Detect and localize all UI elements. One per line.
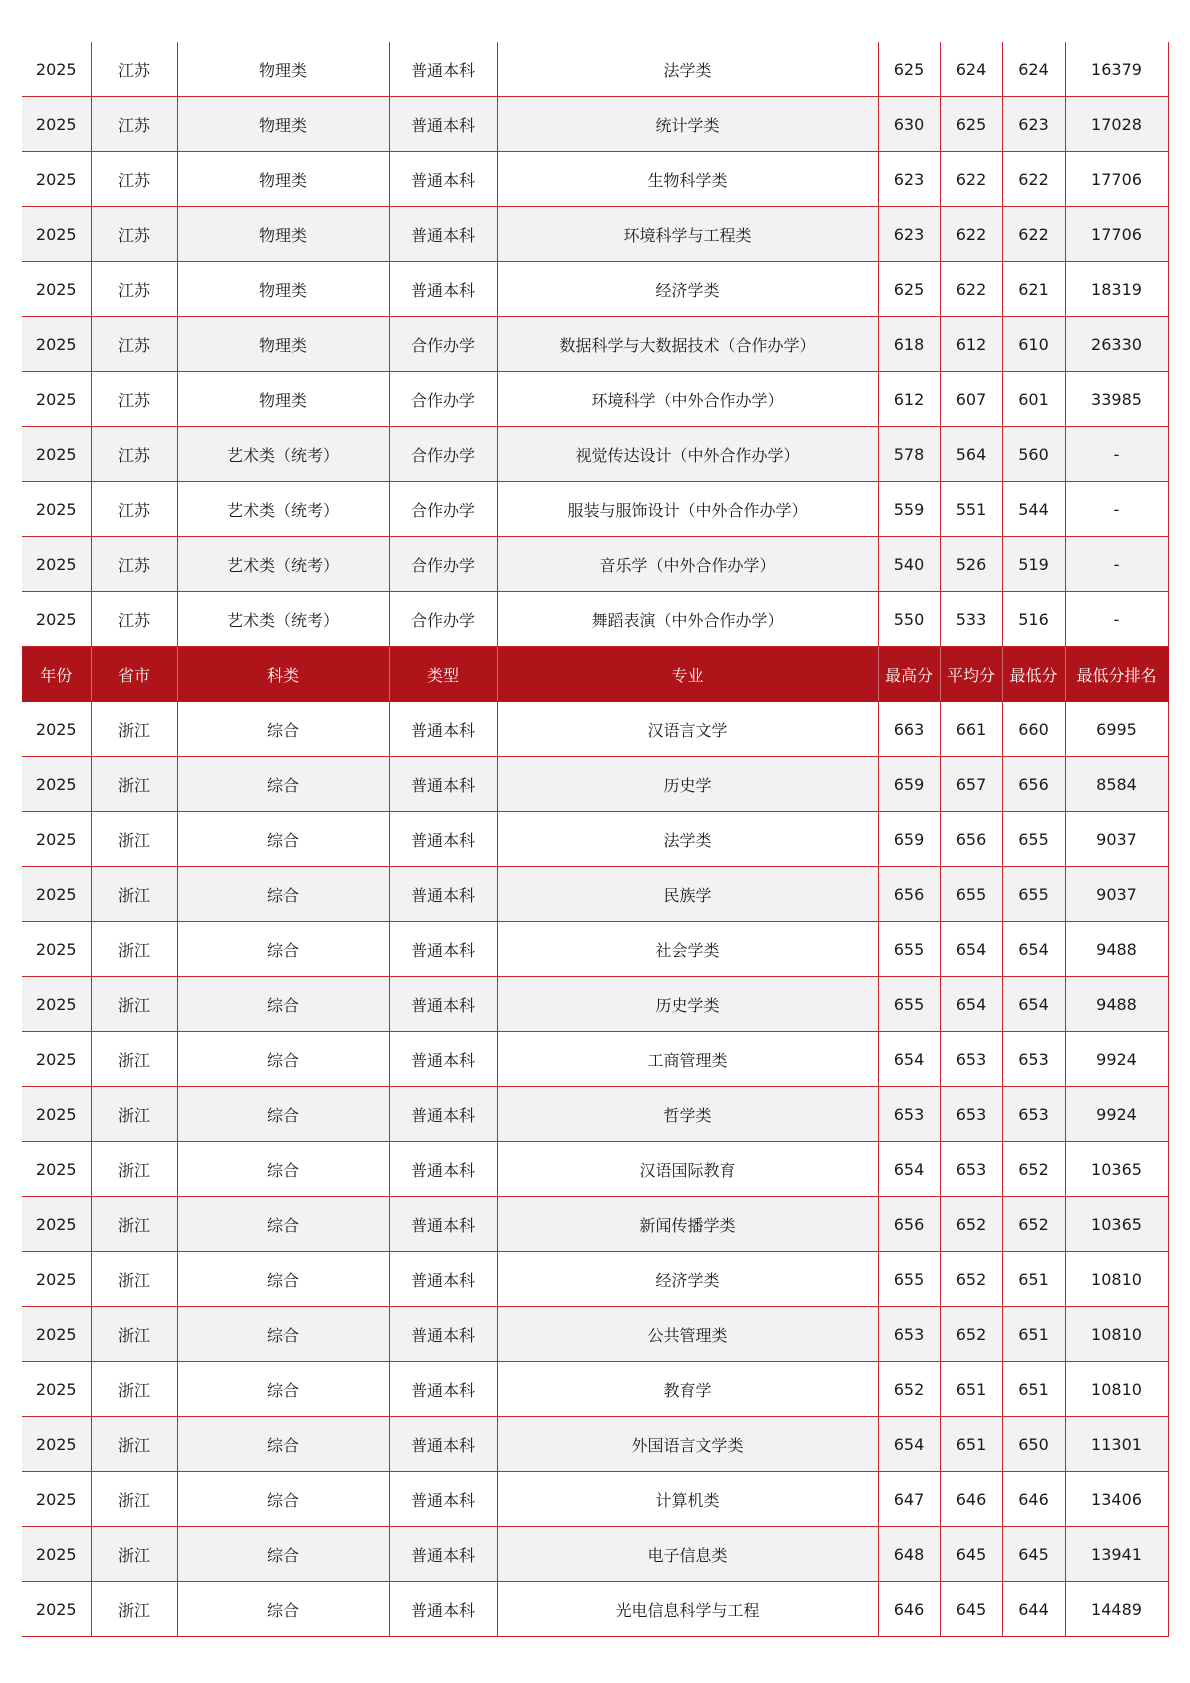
- table-row: [22, 537, 1168, 592]
- year-cell: 2025: [22, 262, 91, 317]
- subject-category-cell: 综合: [177, 1417, 389, 1472]
- min-score-cell: 622: [1002, 152, 1065, 207]
- table-row: [22, 922, 1168, 977]
- min-score-rank-cell: 13941: [1065, 1527, 1168, 1582]
- year-cell: 2025: [22, 1142, 91, 1197]
- avg-score-cell: 646: [940, 1472, 1002, 1527]
- min-score-cell: 623: [1002, 97, 1065, 152]
- enrollment-type-cell: 普通本科: [389, 702, 497, 757]
- year-cell: 2025: [22, 922, 91, 977]
- enrollment-type-cell: 普通本科: [389, 207, 497, 262]
- major-cell: 视觉传达设计（中外合作办学）: [497, 427, 878, 482]
- subject-category-cell: 物理类: [177, 152, 389, 207]
- subject-category-cell: 综合: [177, 1252, 389, 1307]
- major-cell: 历史学类: [497, 977, 878, 1032]
- major-cell: 汉语言文学: [497, 702, 878, 757]
- max-score-cell: 656: [878, 867, 940, 922]
- enrollment-type-cell: 合作办学: [389, 372, 497, 427]
- max-score-cell: 652: [878, 1362, 940, 1417]
- avg-score-cell: 624: [940, 42, 1002, 97]
- min-score-cell: 560: [1002, 427, 1065, 482]
- min-score-rank-cell: 13406: [1065, 1472, 1168, 1527]
- year-cell: 2025: [22, 1032, 91, 1087]
- min-score-rank-cell: 11301: [1065, 1417, 1168, 1472]
- province-cell: 浙江: [91, 1252, 177, 1307]
- subject-category-cell: 物理类: [177, 42, 389, 97]
- min-score-rank-cell: 9924: [1065, 1032, 1168, 1087]
- province-cell: 浙江: [91, 1087, 177, 1142]
- max-score-cell: 663: [878, 702, 940, 757]
- enrollment-type-cell: 普通本科: [389, 1307, 497, 1362]
- min-score-rank-cell: 10365: [1065, 1142, 1168, 1197]
- province-cell: 浙江: [91, 702, 177, 757]
- province-cell: 浙江: [91, 1527, 177, 1582]
- major-cell: 法学类: [497, 42, 878, 97]
- min-score-cell: 610: [1002, 317, 1065, 372]
- header-max-score: 最高分: [878, 647, 940, 702]
- table-row: [22, 1032, 1168, 1087]
- year-cell: 2025: [22, 1197, 91, 1252]
- avg-score-cell: 654: [940, 922, 1002, 977]
- min-score-rank-cell: 9488: [1065, 977, 1168, 1032]
- avg-score-cell: 526: [940, 537, 1002, 592]
- admission-scores-page: [22, 42, 1168, 1637]
- min-score-rank-cell: -: [1065, 482, 1168, 537]
- max-score-cell: 618: [878, 317, 940, 372]
- year-cell: 2025: [22, 1417, 91, 1472]
- min-score-cell: 654: [1002, 922, 1065, 977]
- year-cell: 2025: [22, 372, 91, 427]
- enrollment-type-cell: 普通本科: [389, 1417, 497, 1472]
- province-cell: 江苏: [91, 262, 177, 317]
- subject-category-cell: 物理类: [177, 207, 389, 262]
- enrollment-type-cell: 普通本科: [389, 1197, 497, 1252]
- subject-category-cell: 综合: [177, 757, 389, 812]
- table-row: [22, 1142, 1168, 1197]
- table-row: [22, 1362, 1168, 1417]
- avg-score-cell: 653: [940, 1142, 1002, 1197]
- min-score-cell: 646: [1002, 1472, 1065, 1527]
- min-score-cell: 519: [1002, 537, 1065, 592]
- major-cell: 服装与服饰设计（中外合作办学）: [497, 482, 878, 537]
- major-cell: 电子信息类: [497, 1527, 878, 1582]
- avg-score-cell: 657: [940, 757, 1002, 812]
- major-cell: 教育学: [497, 1362, 878, 1417]
- min-score-cell: 516: [1002, 592, 1065, 647]
- year-cell: 2025: [22, 317, 91, 372]
- table-row: [22, 702, 1168, 757]
- province-cell: 浙江: [91, 922, 177, 977]
- table-row: [22, 1582, 1168, 1637]
- max-score-cell: 648: [878, 1527, 940, 1582]
- province-cell: 浙江: [91, 1472, 177, 1527]
- subject-category-cell: 综合: [177, 977, 389, 1032]
- table-row: [22, 482, 1168, 537]
- min-score-cell: 653: [1002, 1087, 1065, 1142]
- subject-category-cell: 综合: [177, 812, 389, 867]
- avg-score-cell: 651: [940, 1417, 1002, 1472]
- major-cell: 历史学: [497, 757, 878, 812]
- year-cell: 2025: [22, 702, 91, 757]
- subject-category-cell: 艺术类（统考）: [177, 537, 389, 592]
- table-row: [22, 152, 1168, 207]
- avg-score-cell: 625: [940, 97, 1002, 152]
- max-score-cell: 654: [878, 1142, 940, 1197]
- province-cell: 浙江: [91, 1582, 177, 1637]
- subject-category-cell: 综合: [177, 1362, 389, 1417]
- enrollment-type-cell: 普通本科: [389, 1087, 497, 1142]
- year-cell: 2025: [22, 1472, 91, 1527]
- year-cell: 2025: [22, 427, 91, 482]
- major-cell: 光电信息科学与工程: [497, 1582, 878, 1637]
- max-score-cell: 646: [878, 1582, 940, 1637]
- province-cell: 浙江: [91, 867, 177, 922]
- header-min-score: 最低分: [1002, 647, 1065, 702]
- major-cell: 经济学类: [497, 262, 878, 317]
- max-score-cell: 578: [878, 427, 940, 482]
- avg-score-cell: 622: [940, 207, 1002, 262]
- min-score-rank-cell: 9488: [1065, 922, 1168, 977]
- min-score-cell: 654: [1002, 977, 1065, 1032]
- province-cell: 江苏: [91, 427, 177, 482]
- year-cell: 2025: [22, 97, 91, 152]
- subject-category-cell: 综合: [177, 1087, 389, 1142]
- province-cell: 江苏: [91, 482, 177, 537]
- subject-category-cell: 综合: [177, 1032, 389, 1087]
- table-row: [22, 1197, 1168, 1252]
- avg-score-cell: 645: [940, 1527, 1002, 1582]
- max-score-cell: 659: [878, 757, 940, 812]
- subject-category-cell: 综合: [177, 1142, 389, 1197]
- province-cell: 江苏: [91, 372, 177, 427]
- table-row: [22, 97, 1168, 152]
- table-row: [22, 812, 1168, 867]
- avg-score-cell: 655: [940, 867, 1002, 922]
- enrollment-type-cell: 合作办学: [389, 317, 497, 372]
- min-score-rank-cell: -: [1065, 427, 1168, 482]
- enrollment-type-cell: 普通本科: [389, 812, 497, 867]
- max-score-cell: 623: [878, 152, 940, 207]
- max-score-cell: 625: [878, 262, 940, 317]
- year-cell: 2025: [22, 757, 91, 812]
- year-cell: 2025: [22, 1307, 91, 1362]
- max-score-cell: 550: [878, 592, 940, 647]
- min-score-rank-cell: -: [1065, 537, 1168, 592]
- avg-score-cell: 645: [940, 1582, 1002, 1637]
- min-score-rank-cell: 17028: [1065, 97, 1168, 152]
- year-cell: 2025: [22, 1582, 91, 1637]
- max-score-cell: 654: [878, 1417, 940, 1472]
- province-cell: 江苏: [91, 592, 177, 647]
- max-score-cell: 540: [878, 537, 940, 592]
- header-min-score-rank: 最低分排名: [1065, 647, 1168, 702]
- year-cell: 2025: [22, 1087, 91, 1142]
- min-score-cell: 651: [1002, 1362, 1065, 1417]
- province-cell: 江苏: [91, 207, 177, 262]
- max-score-cell: 612: [878, 372, 940, 427]
- min-score-cell: 653: [1002, 1032, 1065, 1087]
- subject-category-cell: 综合: [177, 922, 389, 977]
- min-score-cell: 622: [1002, 207, 1065, 262]
- enrollment-type-cell: 合作办学: [389, 427, 497, 482]
- header-subject-category: 科类: [177, 647, 389, 702]
- avg-score-cell: 651: [940, 1362, 1002, 1417]
- table-row: [22, 757, 1168, 812]
- min-score-cell: 624: [1002, 42, 1065, 97]
- avg-score-cell: 612: [940, 317, 1002, 372]
- avg-score-cell: 652: [940, 1252, 1002, 1307]
- enrollment-type-cell: 合作办学: [389, 482, 497, 537]
- subject-category-cell: 综合: [177, 1197, 389, 1252]
- avg-score-cell: 652: [940, 1307, 1002, 1362]
- subject-category-cell: 综合: [177, 1472, 389, 1527]
- major-cell: 环境科学（中外合作办学）: [497, 372, 878, 427]
- subject-category-cell: 艺术类（统考）: [177, 592, 389, 647]
- province-cell: 浙江: [91, 757, 177, 812]
- table-row: [22, 977, 1168, 1032]
- major-cell: 音乐学（中外合作办学）: [497, 537, 878, 592]
- major-cell: 汉语国际教育: [497, 1142, 878, 1197]
- min-score-rank-cell: 17706: [1065, 207, 1168, 262]
- min-score-rank-cell: 26330: [1065, 317, 1168, 372]
- enrollment-type-cell: 普通本科: [389, 97, 497, 152]
- subject-category-cell: 物理类: [177, 317, 389, 372]
- avg-score-cell: 622: [940, 262, 1002, 317]
- admission-scores-table: [22, 42, 1169, 1637]
- major-cell: 生物科学类: [497, 152, 878, 207]
- min-score-cell: 650: [1002, 1417, 1065, 1472]
- province-cell: 浙江: [91, 1362, 177, 1417]
- avg-score-cell: 533: [940, 592, 1002, 647]
- max-score-cell: 647: [878, 1472, 940, 1527]
- min-score-rank-cell: 8584: [1065, 757, 1168, 812]
- subject-category-cell: 物理类: [177, 372, 389, 427]
- min-score-cell: 652: [1002, 1197, 1065, 1252]
- table-row: [22, 317, 1168, 372]
- enrollment-type-cell: 普通本科: [389, 152, 497, 207]
- table-row: [22, 867, 1168, 922]
- min-score-rank-cell: 17706: [1065, 152, 1168, 207]
- major-cell: 环境科学与工程类: [497, 207, 878, 262]
- subject-category-cell: 综合: [177, 1582, 389, 1637]
- enrollment-type-cell: 普通本科: [389, 1142, 497, 1197]
- min-score-cell: 656: [1002, 757, 1065, 812]
- min-score-rank-cell: 18319: [1065, 262, 1168, 317]
- min-score-rank-cell: 9037: [1065, 867, 1168, 922]
- avg-score-cell: 661: [940, 702, 1002, 757]
- avg-score-cell: 607: [940, 372, 1002, 427]
- table-body: [22, 42, 1168, 1637]
- year-cell: 2025: [22, 42, 91, 97]
- province-cell: 浙江: [91, 812, 177, 867]
- avg-score-cell: 656: [940, 812, 1002, 867]
- subject-category-cell: 物理类: [177, 262, 389, 317]
- max-score-cell: 655: [878, 977, 940, 1032]
- subject-category-cell: 艺术类（统考）: [177, 427, 389, 482]
- major-cell: 统计学类: [497, 97, 878, 152]
- year-cell: 2025: [22, 482, 91, 537]
- enrollment-type-cell: 普通本科: [389, 1582, 497, 1637]
- max-score-cell: 653: [878, 1307, 940, 1362]
- enrollment-type-cell: 普通本科: [389, 977, 497, 1032]
- min-score-rank-cell: 10365: [1065, 1197, 1168, 1252]
- max-score-cell: 630: [878, 97, 940, 152]
- max-score-cell: 653: [878, 1087, 940, 1142]
- min-score-rank-cell: 10810: [1065, 1362, 1168, 1417]
- header-province: 省市: [91, 647, 177, 702]
- table-row: [22, 1417, 1168, 1472]
- province-cell: 江苏: [91, 42, 177, 97]
- major-cell: 经济学类: [497, 1252, 878, 1307]
- year-cell: 2025: [22, 1252, 91, 1307]
- enrollment-type-cell: 合作办学: [389, 592, 497, 647]
- header-year: 年份: [22, 647, 91, 702]
- min-score-rank-cell: 9037: [1065, 812, 1168, 867]
- province-cell: 浙江: [91, 1032, 177, 1087]
- major-cell: 公共管理类: [497, 1307, 878, 1362]
- enrollment-type-cell: 普通本科: [389, 1032, 497, 1087]
- year-cell: 2025: [22, 537, 91, 592]
- year-cell: 2025: [22, 812, 91, 867]
- max-score-cell: 656: [878, 1197, 940, 1252]
- header-enrollment-type: 类型: [389, 647, 497, 702]
- year-cell: 2025: [22, 867, 91, 922]
- province-cell: 江苏: [91, 152, 177, 207]
- min-score-cell: 655: [1002, 812, 1065, 867]
- enrollment-type-cell: 普通本科: [389, 262, 497, 317]
- min-score-rank-cell: 10810: [1065, 1252, 1168, 1307]
- enrollment-type-cell: 普通本科: [389, 867, 497, 922]
- major-cell: 新闻传播学类: [497, 1197, 878, 1252]
- major-cell: 哲学类: [497, 1087, 878, 1142]
- table-header-row: [22, 647, 1168, 702]
- table-row: [22, 427, 1168, 482]
- year-cell: 2025: [22, 207, 91, 262]
- subject-category-cell: 综合: [177, 702, 389, 757]
- table-row: [22, 1252, 1168, 1307]
- min-score-cell: 601: [1002, 372, 1065, 427]
- min-score-cell: 660: [1002, 702, 1065, 757]
- table-row: [22, 1307, 1168, 1362]
- table-row: [22, 372, 1168, 427]
- enrollment-type-cell: 普通本科: [389, 922, 497, 977]
- subject-category-cell: 综合: [177, 867, 389, 922]
- subject-category-cell: 综合: [177, 1307, 389, 1362]
- max-score-cell: 655: [878, 1252, 940, 1307]
- min-score-cell: 544: [1002, 482, 1065, 537]
- min-score-cell: 651: [1002, 1307, 1065, 1362]
- max-score-cell: 559: [878, 482, 940, 537]
- min-score-rank-cell: 16379: [1065, 42, 1168, 97]
- max-score-cell: 654: [878, 1032, 940, 1087]
- major-cell: 舞蹈表演（中外合作办学）: [497, 592, 878, 647]
- table-row: [22, 1472, 1168, 1527]
- province-cell: 浙江: [91, 1417, 177, 1472]
- province-cell: 江苏: [91, 537, 177, 592]
- min-score-cell: 621: [1002, 262, 1065, 317]
- min-score-rank-cell: 6995: [1065, 702, 1168, 757]
- enrollment-type-cell: 普通本科: [389, 757, 497, 812]
- province-cell: 浙江: [91, 1307, 177, 1362]
- min-score-rank-cell: 33985: [1065, 372, 1168, 427]
- subject-category-cell: 物理类: [177, 97, 389, 152]
- enrollment-type-cell: 普通本科: [389, 1252, 497, 1307]
- province-cell: 江苏: [91, 317, 177, 372]
- max-score-cell: 625: [878, 42, 940, 97]
- major-cell: 社会学类: [497, 922, 878, 977]
- avg-score-cell: 653: [940, 1032, 1002, 1087]
- enrollment-type-cell: 普通本科: [389, 42, 497, 97]
- year-cell: 2025: [22, 592, 91, 647]
- year-cell: 2025: [22, 152, 91, 207]
- min-score-rank-cell: -: [1065, 592, 1168, 647]
- min-score-cell: 652: [1002, 1142, 1065, 1197]
- avg-score-cell: 564: [940, 427, 1002, 482]
- year-cell: 2025: [22, 1527, 91, 1582]
- table-row: [22, 42, 1168, 97]
- year-cell: 2025: [22, 977, 91, 1032]
- major-cell: 法学类: [497, 812, 878, 867]
- year-cell: 2025: [22, 1362, 91, 1417]
- min-score-rank-cell: 9924: [1065, 1087, 1168, 1142]
- header-avg-score: 平均分: [940, 647, 1002, 702]
- avg-score-cell: 654: [940, 977, 1002, 1032]
- min-score-rank-cell: 14489: [1065, 1582, 1168, 1637]
- avg-score-cell: 622: [940, 152, 1002, 207]
- max-score-cell: 655: [878, 922, 940, 977]
- max-score-cell: 659: [878, 812, 940, 867]
- province-cell: 浙江: [91, 977, 177, 1032]
- table-row: [22, 1087, 1168, 1142]
- enrollment-type-cell: 合作办学: [389, 537, 497, 592]
- min-score-cell: 644: [1002, 1582, 1065, 1637]
- header-major: 专业: [497, 647, 878, 702]
- table-row: [22, 207, 1168, 262]
- enrollment-type-cell: 普通本科: [389, 1362, 497, 1417]
- major-cell: 外国语言文学类: [497, 1417, 878, 1472]
- avg-score-cell: 653: [940, 1087, 1002, 1142]
- province-cell: 浙江: [91, 1197, 177, 1252]
- min-score-cell: 651: [1002, 1252, 1065, 1307]
- major-cell: 工商管理类: [497, 1032, 878, 1087]
- avg-score-cell: 551: [940, 482, 1002, 537]
- max-score-cell: 623: [878, 207, 940, 262]
- subject-category-cell: 综合: [177, 1527, 389, 1582]
- province-cell: 浙江: [91, 1142, 177, 1197]
- subject-category-cell: 艺术类（统考）: [177, 482, 389, 537]
- min-score-rank-cell: 10810: [1065, 1307, 1168, 1362]
- min-score-cell: 655: [1002, 867, 1065, 922]
- enrollment-type-cell: 普通本科: [389, 1472, 497, 1527]
- min-score-cell: 645: [1002, 1527, 1065, 1582]
- table-row: [22, 1527, 1168, 1582]
- major-cell: 数据科学与大数据技术（合作办学）: [497, 317, 878, 372]
- table-row: [22, 262, 1168, 317]
- enrollment-type-cell: 普通本科: [389, 1527, 497, 1582]
- table-row: [22, 592, 1168, 647]
- avg-score-cell: 652: [940, 1197, 1002, 1252]
- province-cell: 江苏: [91, 97, 177, 152]
- major-cell: 民族学: [497, 867, 878, 922]
- major-cell: 计算机类: [497, 1472, 878, 1527]
